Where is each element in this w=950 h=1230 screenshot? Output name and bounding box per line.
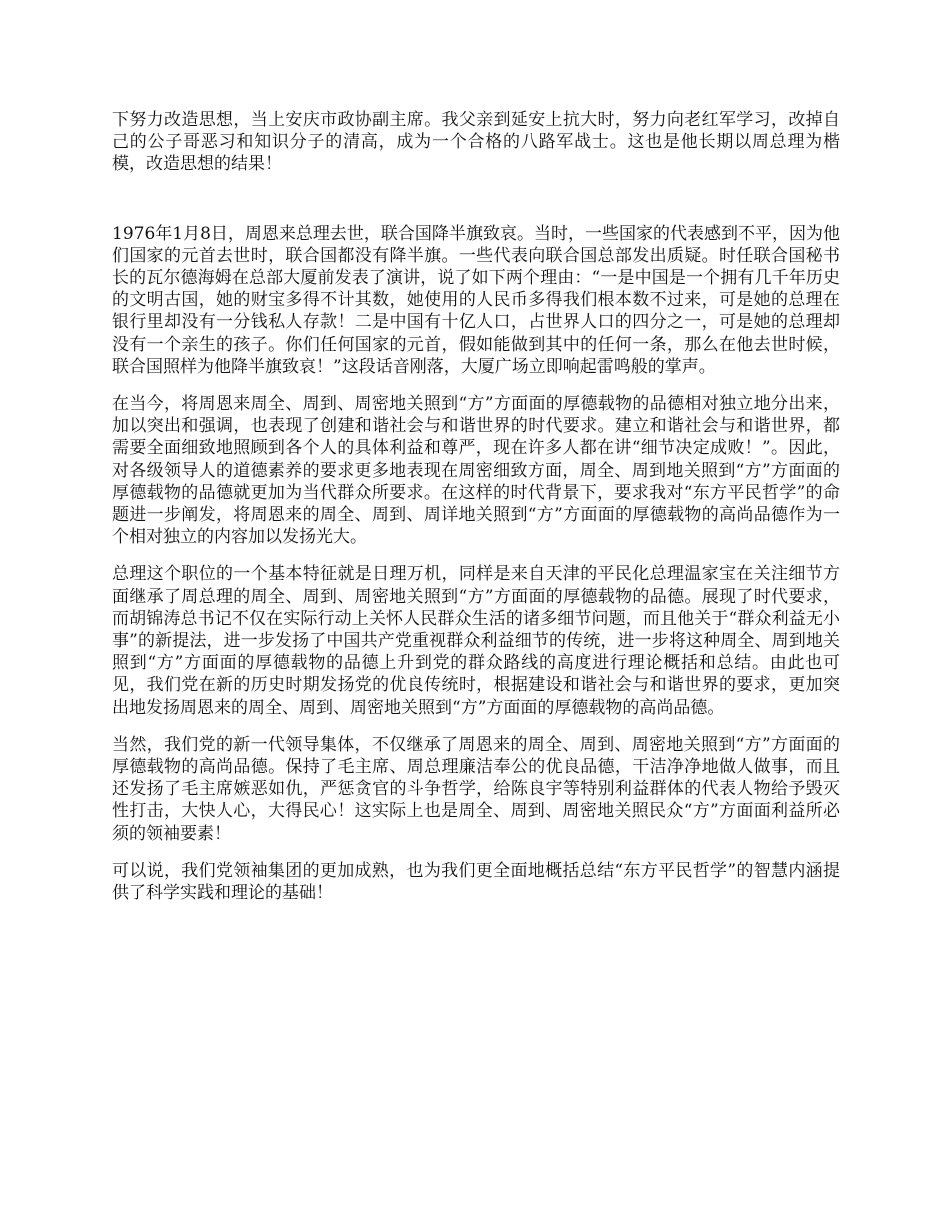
paragraph-spacer bbox=[112, 378, 840, 393]
paragraph-new-leadership: 当然，我们党的新一代领导集体，不仅继承了周恩来的周全、周到、周密地关照到“方”方面面的厚德载物的高尚品德。保持了毛主席、周总理廉洁奉公的优良品德，干洁净净地做人做事，而且还发扬了毛主席嫉恶如仇，严惩贪官的斗争哲学，给陈良宇等特别利益群体的代表人物给予毁灭性打击，大快人心，大得民心！这实际上也是周全、周到、周密地关照民众“方”方面面利益所必须的领袖要素！ bbox=[112, 734, 840, 844]
paragraph-conclusion: 可以说，我们党领袖集团的更加成熟，也为我们更全面地概括总结“东方平民哲学”的智慧内涵提供了科学实践和理论的基础！ bbox=[112, 860, 840, 904]
paragraph-era-requirement: 在当今，将周恩来周全、周到、周密地关照到“方”方面面的厚德载物的品德相对独立地分出来，加以突出和强调，也表现了创建和谐社会与和谐世界的时代要求。建立和谐社会与和谐世界，都需要全面细致地照顾到各个人的具体利益和尊严，现在许多人都在讲“细节决定成败！”。因此，对各级领导人的道德素养的要求更多地表现在周密细致方面，周全、周到地关照到“方”方面面的厚德载物的品德就更加为当代群众所要求。在这样的时代背景下，要求我对“东方平民哲学”的命题进一步阐发，将周恩来的周全、周到、周详地关照到“方”方面面的厚德载物的高尚品德作为一个相对独立的内容加以发扬光大。 bbox=[112, 394, 840, 548]
paragraph-spacer bbox=[112, 719, 840, 734]
paragraph-spacer bbox=[112, 176, 840, 223]
document-page bbox=[112, 109, 840, 904]
paragraph-spacer bbox=[112, 548, 840, 563]
paragraph-continuation: 下努力改造思想，当上安庆市政协副主席。我父亲到延安上抗大时，努力向老红军学习，改掉自己的公子哥恶习和知识分子的清高，成为一个合格的八路军战士。这也是他长期以周总理为楷模，改造思想的结果！ bbox=[112, 110, 840, 175]
paragraph-premier-role: 总理这个职位的一个基本特征就是日理万机，同样是来自天津的平民化总理温家宝在关注细节方面继承了周总理的周全、周到、周密地关照到“方”方面面的厚德载物的品德。展现了时代要求，而胡锦涛总书记不仅在实际行动上关怀人民群众生活的诸多细节问题，而且他关于“群众利益无小事”的新提法，进一步发扬了中国共产党重视群众利益细节的传统，进一步将这种周全、周到地关照到“方”方面面的厚德载物的品德上升到党的群众路线的高度进行理论概括和总结。由此也可见，我们党在新的历史时期发扬党的优良传统时，根据建设和谐社会与和谐世界的要求，更加突出地发扬周恩来的周全、周到、周密地关照到“方”方面面的厚德载物的高尚品德。 bbox=[112, 564, 840, 718]
paragraph-un-tribute: 1976年1月8日，周恩来总理去世，联合国降半旗致哀。当时，一些国家的代表感到不平，因为他们国家的元首去世时，联合国都没有降半旗。一些代表向联合国总部发出质疑。时任联合国秘书长的瓦尔德海姆在总部大厦前发表了演讲，说了如下两个理由：“一是中国是一个拥有几千年历史的文明古国，她的财宝多得不计其数，她使用的人民币多得我们根本数不过来，可是她的总理在银行里却没有一分钱私人存款！二是中国有十亿人口，占世界人口的四分之一，可是她的总理却没有一个亲生的孩子。你们任何国家的元首，假如能做到其中的任何一条，那么在他去世时候，联合国照样为他降半旗致哀！”这段话音刚落，大厦广场立即响起雷鸣般的掌声。 bbox=[112, 223, 840, 377]
paragraph-spacer bbox=[112, 845, 840, 860]
